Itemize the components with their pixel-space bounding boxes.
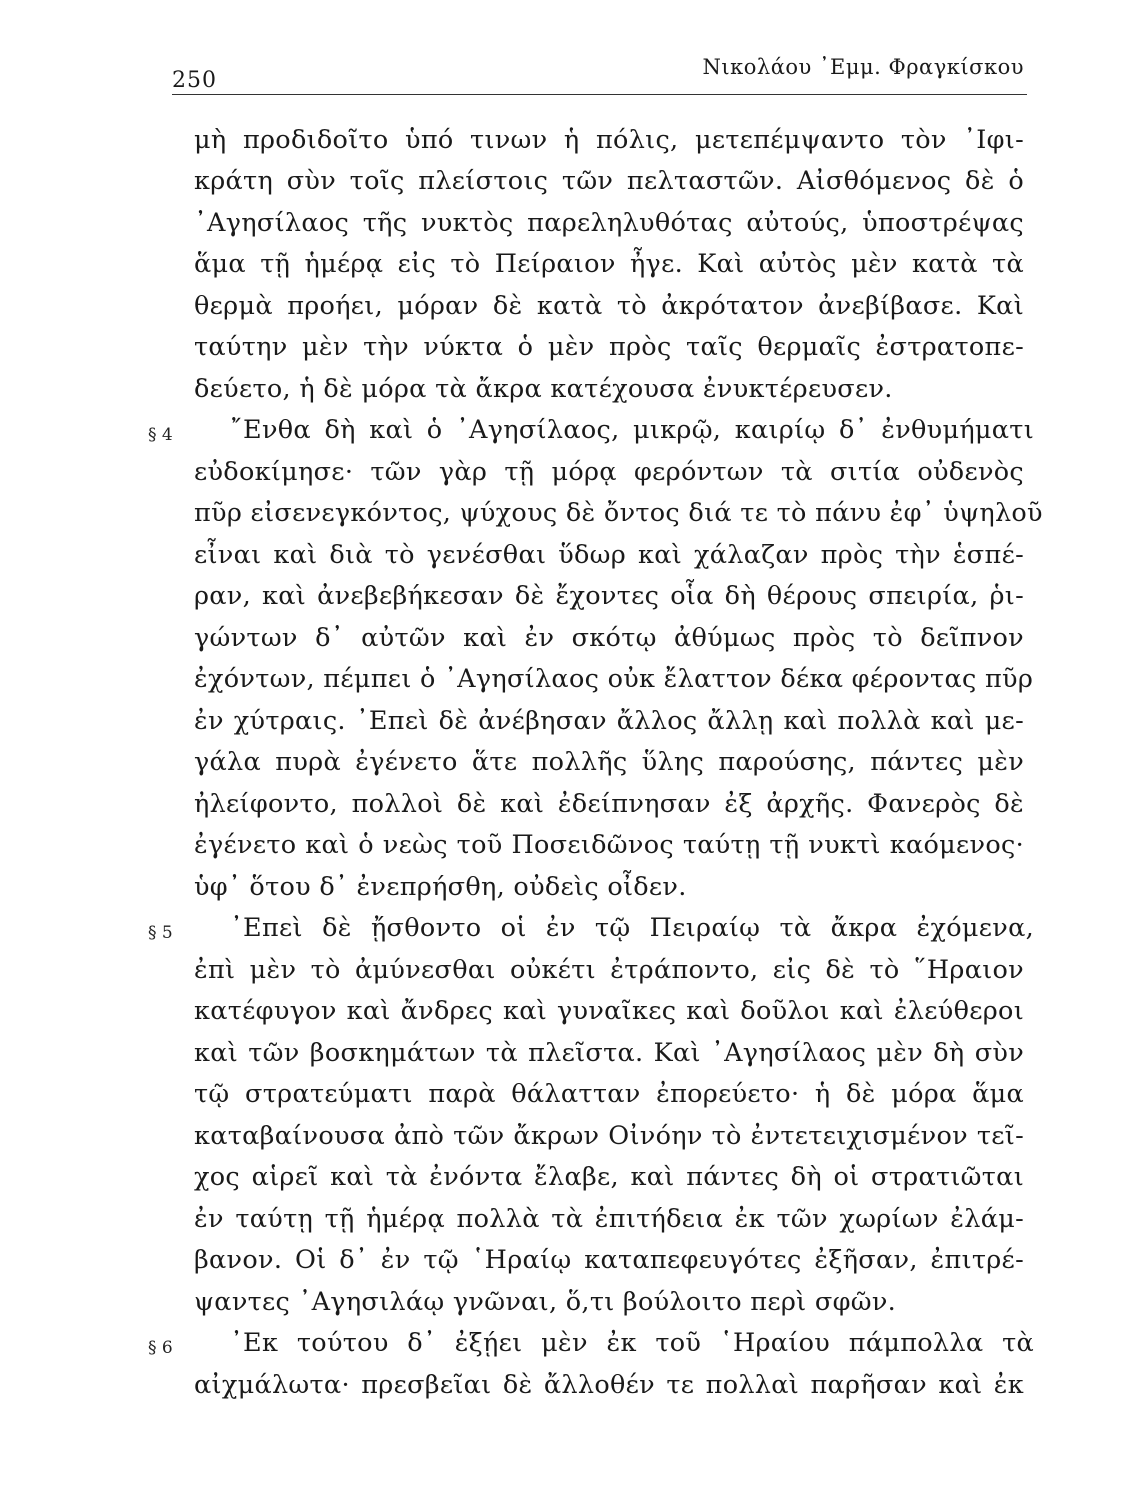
text-line: βανον. Οἱ δ᾿ ἐν τῷ ῾Ηραίῳ καταπεφευγότες ἐξῆσαν, ἐπιτρέ- <box>194 1245 1024 1275</box>
section-marker: § 5 <box>148 923 173 943</box>
text-line: εἶναι καὶ διὰ τὸ γενέσθαι ὕδωρ καὶ χάλαζαν πρὸς τὴν ἑσπέ- <box>194 540 1024 570</box>
running-head: Νικολάου ᾿Εμμ. Φραγκίσκου <box>702 55 1024 79</box>
text-line: ᾿Εκ τούτου δ᾿ ἐξῄει μὲν ἐκ τοῦ ῾Ηραίου πάμπολλα τὰ <box>230 1328 1034 1358</box>
text-line: ἠλείφοντο, πολλοὶ δὲ καὶ ἐδείπνησαν ἐξ ἀρχῆς. Φανερὸς δὲ <box>194 789 1024 819</box>
text-line: ψαντες ᾿Αγησιλάῳ γνῶναι, ὅ,τι βούλοιτο περὶ σφῶν. <box>194 1287 897 1317</box>
text-line: δεύετο, ἡ δὲ μόρα τὰ ἄκρα κατέχουσα ἐνυκτέρευσεν. <box>194 374 893 404</box>
text-line: ἐχόντων, πέμπει ὁ ᾿Αγησίλαος οὐκ ἔλαττον δέκα φέροντας πῦρ <box>194 664 1034 694</box>
text-line: γάλα πυρὰ ἐγένετο ἅτε πολλῆς ὕλης παρούσης, πάντες μὲν <box>194 747 1024 777</box>
text-line: μὴ προδιδοῖτο ὑπό τινων ἡ πόλις, μετεπέμψαντο τὸν ᾿Ιφι- <box>194 125 1024 155</box>
text-line: τῷ στρατεύματι παρὰ θάλατταν ἐπορεύετο· ἡ δὲ μόρα ἅμα <box>194 1079 1024 1109</box>
text-line: χος αἱρεῖ καὶ τὰ ἐνόντα ἔλαβε, καὶ πάντες δὴ οἱ στρατιῶται <box>194 1162 1024 1192</box>
text-line: κράτη σὺν τοῖς πλείστοις τῶν πελταστῶν. Αἰσθόμενος δὲ ὁ <box>194 166 1024 196</box>
text-line: καταβαίνουσα ἀπὸ τῶν ἄκρων Οἰνόην τὸ ἐντετειχισμένον τεῖ- <box>194 1121 1024 1151</box>
text-line: ἐπὶ μὲν τὸ ἀμύνεσθαι οὐκέτι ἐτράποντο, εἰς δὲ τὸ ῞Ηραιον <box>194 955 1024 985</box>
text-line: ἅμα τῇ ἡμέρᾳ εἰς τὸ Πείραιον ἦγε. Καὶ αὐτὸς μὲν κατὰ τὰ <box>194 249 1024 279</box>
text-line: καὶ τῶν βοσκημάτων τὰ πλεῖστα. Καὶ ᾿Αγησίλαος μὲν δὴ σὺν <box>194 1038 1024 1068</box>
page-number: 250 <box>172 68 217 93</box>
text-line: ἐν ταύτῃ τῇ ἡμέρᾳ πολλὰ τὰ ἐπιτήδεια ἐκ τῶν χωρίων ἐλάμ- <box>194 1204 1024 1234</box>
text-line: ἐν χύτραις. ᾿Επεὶ δὲ ἀνέβησαν ἄλλος ἄλλῃ καὶ πολλὰ καὶ με- <box>194 706 1024 736</box>
text-line: θερμὰ προήει, μόραν δὲ κατὰ τὸ ἀκρότατον ἀνεβίβασε. Καὶ <box>194 291 1024 321</box>
text-line: ραν, καὶ ἀνεβεβήκεσαν δὲ ἔχοντες οἷα δὴ θέρους σπειρία, ῥι- <box>194 581 1024 611</box>
text-line: ὑφ᾿ ὅτου δ᾿ ἐνεπρήσθη, οὐδεὶς οἶδεν. <box>194 872 687 902</box>
section-marker: § 4 <box>148 425 173 445</box>
text-line: ταύτην μὲν τὴν νύκτα ὁ μὲν πρὸς ταῖς θερμαῖς ἐστρατοπε- <box>194 332 1024 362</box>
text-line: ᾿Επεὶ δὲ ᾔσθοντο οἱ ἐν τῷ Πειραίῳ τὰ ἄκρα ἐχόμενα, <box>230 913 1034 943</box>
text-line: ᾿Αγησίλαος τῆς νυκτὸς παρεληλυθότας αὐτούς, ὑποστρέψας <box>194 208 1024 238</box>
text-line: κατέφυγον καὶ ἄνδρες καὶ γυναῖκες καὶ δοῦλοι καὶ ἐλεύθεροι <box>194 996 1024 1026</box>
text-line: γώντων δ᾿ αὐτῶν καὶ ἐν σκότῳ ἀθύμως πρὸς τὸ δεῖπνον <box>194 623 1024 653</box>
text-line: ἐγένετο καὶ ὁ νεὼς τοῦ Ποσειδῶνος ταύτῃ τῇ νυκτὶ καόμενος· <box>194 830 1024 860</box>
text-line: αἰχμάλωτα· πρεσβεῖαι δὲ ἄλλοθέν τε πολλαὶ παρῆσαν καὶ ἐκ <box>194 1370 1024 1400</box>
section-marker: § 6 <box>148 1338 173 1358</box>
text-line: εὐδοκίμησε· τῶν γὰρ τῇ μόρᾳ φερόντων τὰ σιτία οὐδενὸς <box>194 457 1024 487</box>
text-line: πῦρ εἰσενεγκόντος, ψύχους δὲ ὄντος διά τε τὸ πάνυ ἐφ᾿ ὑψηλοῦ <box>194 498 1043 528</box>
text-line: ῎Ενθα δὴ καὶ ὁ ᾿Αγησίλαος, μικρῷ, καιρίῳ δ᾿ ἐνθυμήματι <box>230 415 1034 445</box>
